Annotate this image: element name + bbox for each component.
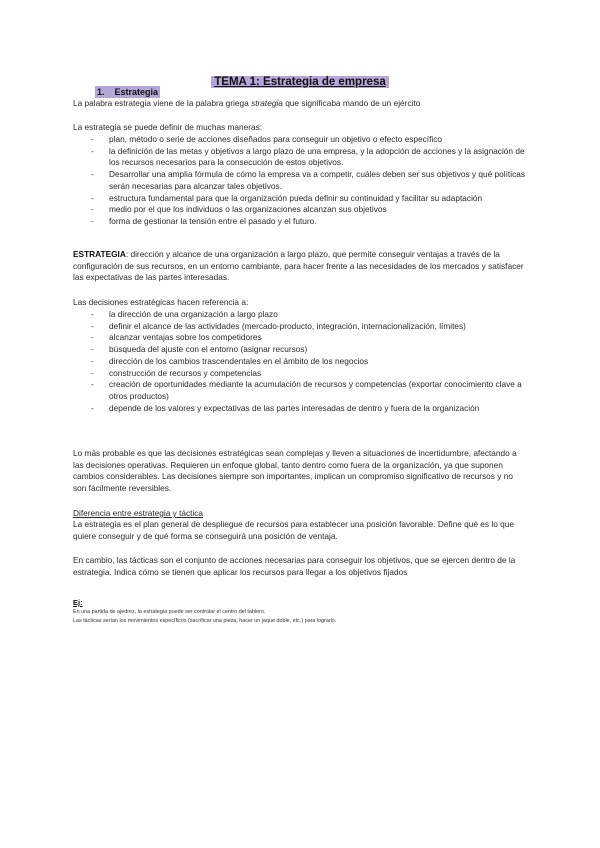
example-line-1: En una partida de ajedrez, la estrategia puede ser controlar el centro del tablero. xyxy=(73,609,266,615)
title-block xyxy=(0,72,600,90)
section-label: Estrategia xyxy=(114,87,159,97)
list-item: - Desarrollar una amplia fórmula de cómo la empresa va a competir, cuáles deben ser sus objetivos y qué políticas serán necesarias para alcanzar tales objetivos. xyxy=(73,169,528,192)
list-item: - forma de gestionar la tensión entre el pasado y el futuro. xyxy=(73,216,528,228)
intro-italic-word: strategia xyxy=(251,98,283,108)
list-item: - construcción de recursos y competencias xyxy=(73,368,528,380)
list-item: - estructura fundamental para que la organización pueda definir su continuidad y facilitar su adaptación xyxy=(73,193,528,205)
definitions-intro: La estrategia se puede definir de muchas maneras: xyxy=(73,122,263,132)
list-item: - la definición de las metas y objetivos a largo plazo de una empresa, y la adopción de acciones y la asignación de los recursos necesarios para la consecución de estos objetivos. xyxy=(73,146,528,169)
page-title: TEMA 1: Estrategia de empresa xyxy=(211,76,389,88)
estrategia-definition xyxy=(73,249,528,284)
estrategia-term: ESTRATEGIA xyxy=(73,249,126,259)
diff-heading: Diferencia entre estrategia y táctica xyxy=(73,508,204,518)
estrategia-text: : dirección y alcance de una organización a largo plazo, que permite conseguir ventajas a través de la configuración de sus recursos, en un entorno cambiante, para hacer frente a las necesidades de los mercados y satisfacer las expectativas de las partes interesadas. xyxy=(73,249,524,283)
list-item: - medio por el que los individuos o las organizaciones alcanzan sus objetivos xyxy=(73,204,528,216)
list-item: - la dirección de una organización a largo plazo xyxy=(73,309,528,321)
list-item: - plan, método o serie de acciones diseñados para conseguir un objetivo o efecto específico xyxy=(73,134,528,146)
diff-paragraph-2: En cambio, las tácticas son el conjunto de acciones necesarias para conseguir los objetivos, que se ejercen dentro de la estrategia. Indica cómo se tienen que aplicar los recursos para llegar a los objetivos fijados xyxy=(73,555,516,577)
example-line-2: Las tácticas serían los movimientos específicos (sacrificar una pieza, hacer un jaque doble, etc.) para lograrlo. xyxy=(73,618,337,624)
list-item: - creación de oportunidades mediante la acumulación de recursos y competencias (exportar conocimiento clave a otros productos) xyxy=(73,379,528,402)
definitions-list xyxy=(73,134,528,228)
decisions-list xyxy=(73,309,528,414)
decisions-intro: Las decisiones estratégicas hacen referencia a: xyxy=(73,297,249,307)
intro-before: La palabra estrategia viene de la palabra griega xyxy=(73,98,252,108)
complexity-paragraph: Lo más probable es que las decisiones estratégicas sean complejas y lleven a situaciones de incertidumbre, afectando a las decisiones operativas. Requieren un enfoque global, tanto dentro como fuera de la organización, ya que suponen cambios considerables. Las decisiones siempre son importantes, implican un compromiso significativo de recursos y no son fácilmente reversibles. xyxy=(73,448,517,494)
section-heading-estrategia xyxy=(95,86,160,98)
example-label: Ej: xyxy=(73,598,83,607)
list-item: - depende de los valores y expectativas de las partes interesadas de dentro y fuera de la organización xyxy=(73,403,528,415)
list-item: - búsqueda del ajuste con el entorno (asignar recursos) xyxy=(73,344,528,356)
list-item: - dirección de los cambios trascendentales en el ámbito de los negocios xyxy=(73,356,528,368)
list-item: - definir el alcance de las actividades (mercado-producto, integración, internacionalización, límites) xyxy=(73,321,528,333)
intro-paragraph xyxy=(73,98,528,110)
list-item: - alcanzar ventajas sobre los competidores xyxy=(73,332,528,344)
intro-after: que significaba mando de un ejército xyxy=(282,98,421,108)
diff-paragraph-1: La estrategia es el plan general de despliegue de recursos para establecer una posición favorable. Define qué es lo que quiere conseguir y de qué forma se conseguirá una posición de ventaja. xyxy=(73,519,514,541)
section-number: 1. xyxy=(97,87,105,97)
